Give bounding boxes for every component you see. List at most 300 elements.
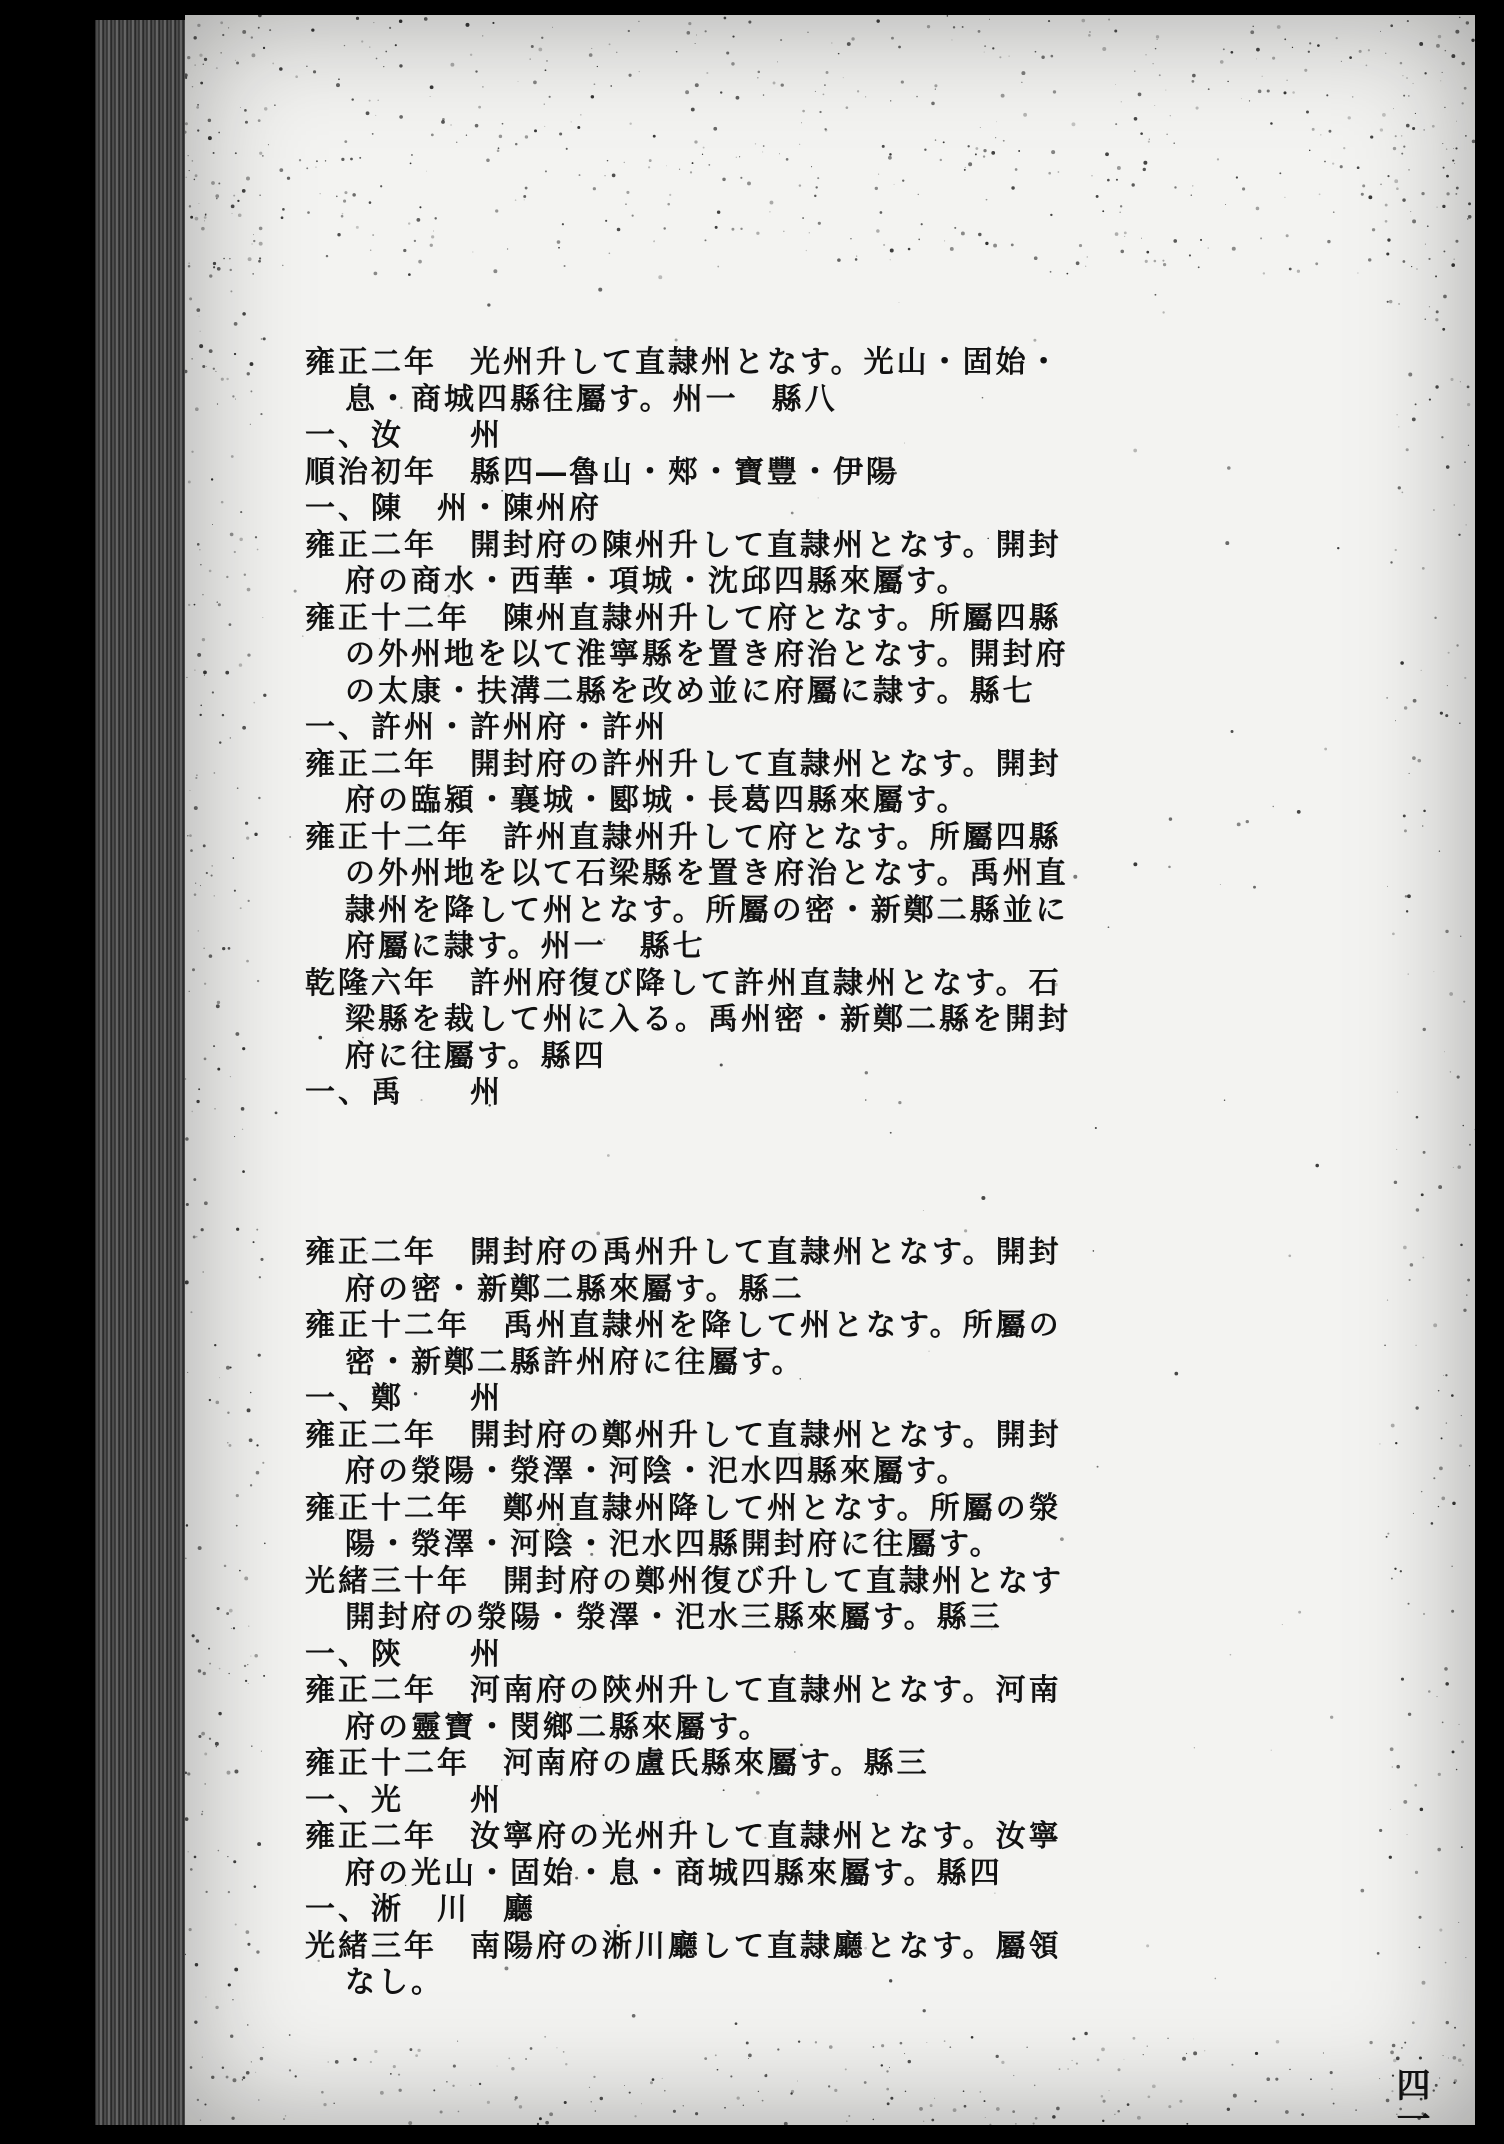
speckle xyxy=(1403,146,1405,148)
speckle xyxy=(300,759,301,760)
speckle xyxy=(242,1047,245,1050)
speckle xyxy=(964,2105,967,2108)
speckle xyxy=(1382,113,1386,117)
speckle xyxy=(731,62,734,65)
speckle xyxy=(1463,2044,1465,2046)
speckle xyxy=(702,154,703,155)
speckle xyxy=(1466,524,1467,525)
speckle xyxy=(703,147,705,149)
speckle xyxy=(790,2092,792,2094)
speckle xyxy=(783,231,784,232)
speckle xyxy=(1464,87,1467,90)
speckle xyxy=(1076,2063,1078,2065)
speckle xyxy=(918,239,920,241)
speckle xyxy=(1157,39,1158,40)
speckle xyxy=(193,1178,196,1181)
speckle xyxy=(251,36,253,38)
speckle xyxy=(1023,113,1027,117)
speckle xyxy=(1084,2032,1088,2036)
speckle xyxy=(1207,247,1209,249)
speckle xyxy=(218,1712,221,1715)
speckle xyxy=(479,2083,481,2085)
speckle xyxy=(433,2089,435,2091)
speckle xyxy=(194,179,196,181)
speckle xyxy=(908,248,911,251)
speckle xyxy=(1124,236,1125,237)
speckle xyxy=(557,240,561,244)
speckle xyxy=(1453,1167,1454,1168)
speckle xyxy=(1362,184,1365,187)
speckle xyxy=(591,2101,592,2102)
text-line: 一、陝 州 xyxy=(305,1636,503,1672)
speckle xyxy=(433,231,434,232)
speckle xyxy=(544,126,545,127)
speckle xyxy=(1442,143,1443,144)
speckle xyxy=(1450,1071,1451,1072)
text-line: 府屬に隷す。州一 縣七 xyxy=(345,929,706,964)
speckle xyxy=(1115,84,1116,85)
speckle xyxy=(418,260,422,264)
speckle xyxy=(1458,534,1460,536)
speckle xyxy=(731,228,734,231)
speckle xyxy=(403,249,406,252)
speckle xyxy=(980,2091,982,2093)
speckle xyxy=(1289,2069,1290,2070)
speckle xyxy=(212,865,213,866)
speckle xyxy=(203,1672,206,1675)
speckle xyxy=(978,30,981,33)
speckle xyxy=(213,368,215,370)
speckle xyxy=(690,171,692,173)
speckle xyxy=(975,153,977,155)
speckle xyxy=(769,211,770,212)
speckle xyxy=(600,2097,603,2100)
speckle xyxy=(186,1524,188,1526)
speckle xyxy=(1359,50,1362,53)
speckle xyxy=(198,1546,202,1550)
speckle xyxy=(1001,2061,1004,2064)
speckle xyxy=(283,2118,285,2120)
speckle xyxy=(1186,2123,1188,2125)
speckle xyxy=(1412,219,1416,223)
speckle xyxy=(253,702,255,704)
speckle xyxy=(1454,504,1455,505)
speckle xyxy=(1115,232,1119,236)
page-number: 四一 xyxy=(1390,2067,1430,2135)
text-line: 密・新鄭二縣許州府に往屬す。 xyxy=(345,1344,805,1380)
speckle xyxy=(258,119,261,122)
speckle xyxy=(1385,53,1386,54)
speckle xyxy=(968,162,972,166)
speckle xyxy=(253,240,255,242)
speckle xyxy=(482,86,483,87)
speckle xyxy=(1357,166,1360,169)
speckle xyxy=(1429,306,1430,307)
speckle xyxy=(549,96,551,98)
speckle xyxy=(971,2036,974,2039)
speckle xyxy=(565,2063,567,2065)
speckle xyxy=(204,1753,207,1756)
speckle xyxy=(1186,2053,1187,2054)
speckle xyxy=(989,19,990,20)
speckle xyxy=(1402,198,1405,201)
speckle xyxy=(197,129,199,131)
speckle xyxy=(675,338,678,341)
speckle xyxy=(1227,81,1228,82)
speckle xyxy=(336,196,338,198)
speckle xyxy=(1114,29,1117,32)
speckle xyxy=(886,2070,888,2072)
speckle xyxy=(191,451,193,453)
speckle xyxy=(984,2100,986,2102)
speckle xyxy=(1468,445,1469,446)
speckle xyxy=(251,1745,252,1746)
speckle xyxy=(1155,294,1157,296)
speckle xyxy=(779,153,780,154)
speckle xyxy=(847,42,851,46)
speckle xyxy=(1419,2056,1422,2059)
text-line: の太康・扶溝二縣を改め並に府屬に隷す。縣七 xyxy=(345,673,1036,709)
speckle xyxy=(1119,211,1121,213)
speckle xyxy=(1324,161,1326,163)
speckle xyxy=(254,1885,257,1888)
speckle xyxy=(1466,1294,1467,1295)
speckle xyxy=(242,312,246,316)
speckle xyxy=(1438,35,1441,38)
speckle xyxy=(250,1484,252,1486)
speckle xyxy=(558,247,560,249)
speckle xyxy=(431,235,434,238)
speckle xyxy=(515,2096,518,2099)
speckle xyxy=(217,403,218,404)
speckle xyxy=(965,167,966,168)
speckle xyxy=(1011,186,1014,189)
speckle xyxy=(335,2060,339,2064)
speckle xyxy=(770,201,774,205)
speckle xyxy=(1453,2082,1455,2084)
text-line: なし。 xyxy=(345,1965,444,2000)
speckle xyxy=(185,122,188,125)
speckle xyxy=(1137,2116,1141,2120)
speckle xyxy=(898,46,901,49)
speckle xyxy=(1306,111,1309,114)
speckle xyxy=(289,836,291,838)
speckle xyxy=(1208,88,1210,90)
speckle xyxy=(1182,2057,1186,2061)
speckle xyxy=(996,2055,999,2058)
speckle xyxy=(695,43,696,44)
speckle xyxy=(799,144,800,145)
speckle xyxy=(374,2050,377,2053)
speckle xyxy=(607,1154,610,1157)
speckle xyxy=(218,132,220,134)
speckle xyxy=(1132,183,1135,186)
speckle xyxy=(705,30,707,32)
speckle xyxy=(1395,135,1397,137)
speckle xyxy=(1101,2048,1105,2052)
speckle xyxy=(495,209,498,212)
speckle xyxy=(1256,48,1260,52)
speckle xyxy=(935,139,936,140)
speckle xyxy=(1048,172,1051,175)
speckle xyxy=(1053,90,1056,93)
speckle xyxy=(295,75,298,78)
speckle xyxy=(1331,2088,1333,2090)
speckle xyxy=(648,166,650,168)
speckle xyxy=(589,2087,590,2088)
speckle xyxy=(248,257,252,261)
speckle xyxy=(1256,58,1257,59)
speckle xyxy=(225,671,229,675)
speckle xyxy=(256,1444,258,1446)
speckle xyxy=(1149,139,1150,140)
speckle xyxy=(609,43,611,45)
speckle xyxy=(212,691,214,693)
text-line: 雍正十二年 許州直隷州升して府となす。所屬四縣 xyxy=(305,819,1062,855)
speckle xyxy=(875,187,878,190)
speckle xyxy=(222,947,225,950)
speckle xyxy=(1286,234,1289,237)
speckle xyxy=(236,1228,239,1231)
speckle xyxy=(187,1772,190,1775)
speckle xyxy=(189,205,191,207)
speckle xyxy=(203,844,206,847)
speckle xyxy=(890,2097,893,2100)
speckle xyxy=(1091,175,1093,177)
speckle xyxy=(1408,169,1409,170)
speckle xyxy=(695,83,699,87)
speckle xyxy=(1436,44,1440,48)
speckle xyxy=(1097,2059,1100,2062)
speckle xyxy=(1050,271,1052,273)
speckle xyxy=(746,2042,749,2045)
speckle xyxy=(237,787,239,789)
speckle xyxy=(470,2085,471,2086)
speckle xyxy=(1456,121,1457,122)
speckle xyxy=(1421,192,1424,195)
speckle xyxy=(279,168,283,172)
speckle xyxy=(1035,2117,1038,2120)
speckle xyxy=(1275,2078,1278,2081)
speckle xyxy=(1464,461,1466,463)
speckle xyxy=(1400,62,1403,65)
speckle xyxy=(1355,2109,1357,2111)
speckle xyxy=(245,121,248,124)
speckle xyxy=(219,1377,220,1378)
speckle xyxy=(1368,49,1370,51)
speckle xyxy=(758,71,761,74)
speckle xyxy=(1460,1244,1463,1247)
speckle xyxy=(204,2103,206,2105)
speckle xyxy=(232,395,234,397)
speckle xyxy=(1460,381,1461,382)
speckle xyxy=(244,573,246,575)
speckle xyxy=(873,2046,875,2048)
text-line: 府に往屬す。縣四 xyxy=(345,1038,607,1074)
speckle xyxy=(204,58,207,61)
speckle xyxy=(851,37,854,40)
speckle xyxy=(817,177,819,179)
speckle xyxy=(234,322,238,326)
speckle xyxy=(538,48,542,52)
speckle xyxy=(279,67,283,71)
speckle xyxy=(730,2075,732,2077)
speckle xyxy=(1403,260,1406,263)
speckle xyxy=(605,175,606,176)
speckle xyxy=(1442,72,1443,73)
speckle xyxy=(934,2098,935,2099)
speckle xyxy=(883,244,885,246)
speckle xyxy=(881,2064,883,2066)
speckle xyxy=(755,143,756,144)
speckle xyxy=(609,253,611,255)
speckle xyxy=(762,152,763,153)
speckle xyxy=(900,2042,903,2045)
speckle xyxy=(227,1411,229,1413)
speckle xyxy=(894,184,895,185)
speckle xyxy=(902,179,904,181)
speckle xyxy=(814,195,816,197)
speckle xyxy=(187,1372,188,1373)
speckle xyxy=(823,93,825,95)
speckle xyxy=(190,2066,193,2069)
speckle xyxy=(188,262,190,264)
speckle xyxy=(1369,2041,1372,2044)
speckle xyxy=(209,1399,211,1401)
speckle xyxy=(1462,102,1464,104)
speckle xyxy=(188,604,190,606)
speckle xyxy=(829,2045,833,2049)
speckle xyxy=(188,1851,189,1852)
speckle xyxy=(195,777,197,779)
speckle xyxy=(605,220,607,222)
speckle xyxy=(1118,2068,1121,2071)
speckle xyxy=(632,215,634,217)
speckle xyxy=(1461,1846,1463,1848)
speckle xyxy=(1148,2095,1151,2098)
speckle xyxy=(537,2123,539,2125)
speckle xyxy=(1117,166,1121,170)
speckle xyxy=(1051,150,1055,154)
speckle xyxy=(214,772,216,774)
speckle xyxy=(199,549,201,551)
speckle xyxy=(1370,135,1373,138)
speckle xyxy=(523,195,526,198)
speckle xyxy=(748,20,751,23)
speckle xyxy=(1340,165,1343,168)
speckle xyxy=(1387,238,1390,241)
text-line: 隷州を降して州となす。所屬の密・新鄭二縣並に xyxy=(345,892,1069,928)
speckle xyxy=(807,32,808,33)
speckle xyxy=(237,200,239,202)
text-line: 光緒三年 南陽府の淅川廳して直隷廳となす。屬領 xyxy=(305,1928,1062,1964)
speckle xyxy=(995,137,996,138)
speckle xyxy=(1446,1422,1447,1423)
speckle xyxy=(220,21,223,24)
speckle xyxy=(717,266,719,268)
text-line: 一、光 州 xyxy=(305,1782,503,1818)
speckle xyxy=(492,22,494,24)
speckle xyxy=(978,233,981,236)
speckle xyxy=(430,244,433,247)
speckle xyxy=(410,162,412,164)
speckle xyxy=(983,155,985,157)
speckle xyxy=(1103,2100,1106,2103)
speckle xyxy=(200,705,202,707)
speckle xyxy=(256,1471,260,1475)
speckle xyxy=(306,66,307,67)
speckle xyxy=(197,543,200,546)
speckle xyxy=(809,232,810,233)
speckle xyxy=(927,25,930,28)
speckle xyxy=(571,121,572,122)
speckle xyxy=(638,21,639,22)
speckle xyxy=(931,102,935,106)
speckle xyxy=(662,2078,663,2079)
speckle xyxy=(1285,2110,1289,2114)
speckle xyxy=(1147,2045,1148,2046)
speckle xyxy=(259,152,262,155)
speckle xyxy=(475,70,477,72)
speckle xyxy=(802,110,805,113)
speckle xyxy=(417,2049,420,2052)
speckle xyxy=(880,211,883,214)
speckle xyxy=(302,635,304,637)
text-line: 雍正二年 開封府の許州升して直隷州となす。開封 xyxy=(305,746,1062,782)
speckle xyxy=(1284,197,1285,198)
speckle xyxy=(696,35,697,36)
speckle xyxy=(1124,232,1127,235)
speckle xyxy=(263,337,266,340)
speckle xyxy=(1421,1193,1424,1196)
text-line: 一、汝 州 xyxy=(305,418,503,453)
speckle xyxy=(559,132,562,135)
speckle xyxy=(1309,150,1310,151)
speckle xyxy=(1008,55,1009,56)
speckle xyxy=(1198,266,1200,268)
speckle xyxy=(196,1639,200,1643)
speckle xyxy=(737,2096,740,2099)
speckle xyxy=(901,80,904,83)
speckle xyxy=(1436,310,1439,313)
speckle xyxy=(508,2058,510,2060)
speckle xyxy=(1166,133,1168,135)
speckle xyxy=(1366,65,1368,67)
speckle xyxy=(713,127,717,131)
speckle xyxy=(1389,300,1392,303)
speckle xyxy=(393,2065,396,2068)
speckle xyxy=(944,2040,946,2042)
speckle xyxy=(350,158,353,161)
speckle xyxy=(194,806,198,810)
speckle xyxy=(498,147,500,149)
speckle xyxy=(1393,2059,1397,2063)
speckle xyxy=(264,1543,266,1545)
speckle xyxy=(202,638,205,641)
speckle xyxy=(649,159,652,162)
speckle xyxy=(1301,2113,1304,2116)
speckle xyxy=(818,222,821,225)
speckle xyxy=(255,536,257,538)
speckle xyxy=(1452,1502,1455,1505)
speckle xyxy=(1387,175,1389,177)
speckle xyxy=(806,250,807,251)
speckle xyxy=(594,83,596,85)
speckle xyxy=(359,157,361,159)
speckle xyxy=(1472,140,1475,144)
speckle xyxy=(923,2121,924,2122)
speckle xyxy=(208,119,211,122)
